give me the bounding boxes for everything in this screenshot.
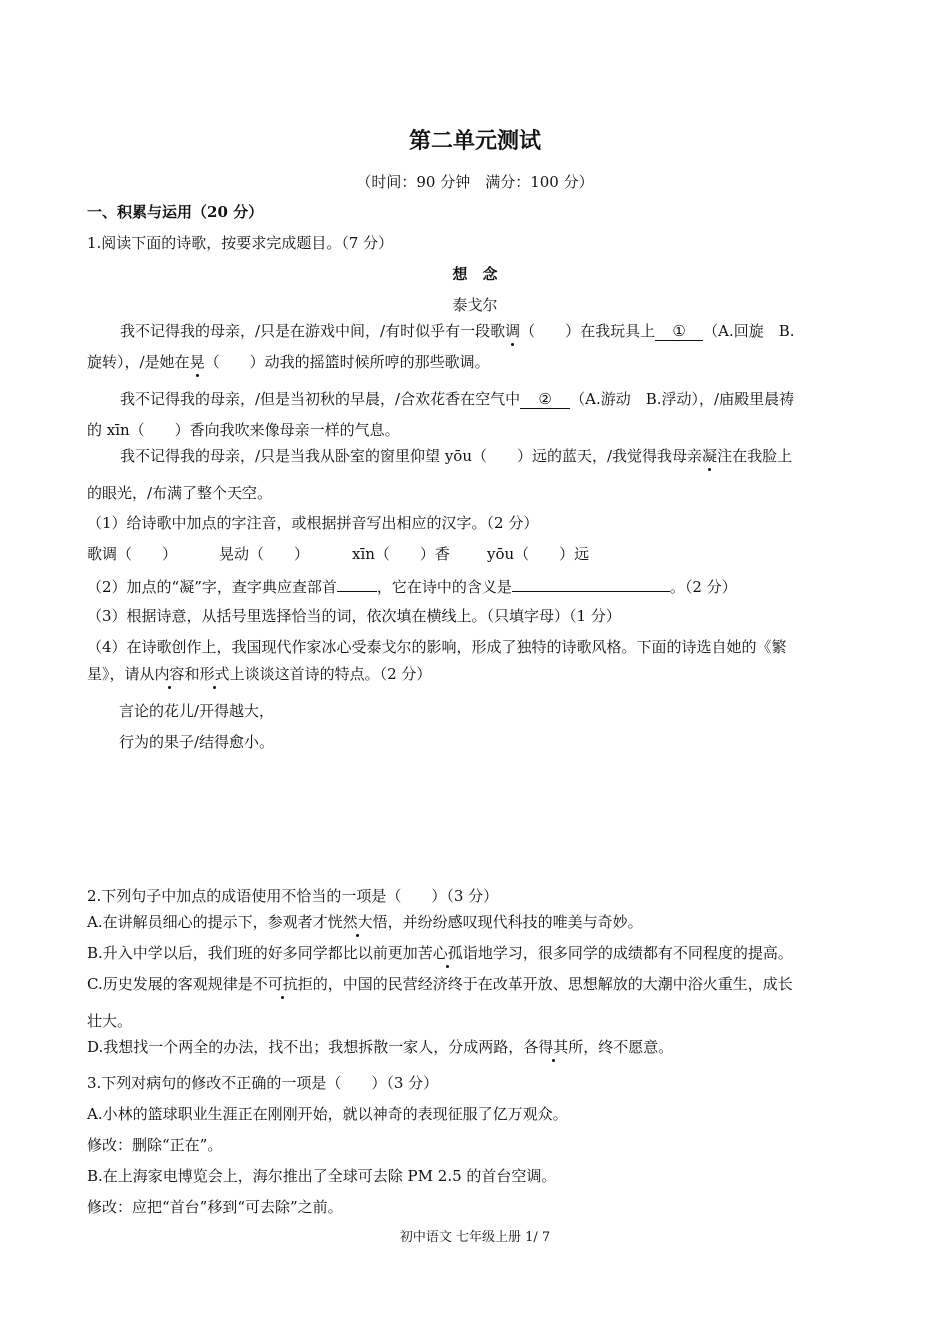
question-text: ，它在诗中的含义是 <box>376 578 512 596</box>
pinyin-item: 晃动（ ） <box>219 545 310 563</box>
option-a-fix: 修改：删除“正在”。 <box>87 1136 223 1154</box>
question-3-stem: 3.下列对病句的修改不正确的一项是（ ）（3 分） <box>87 1074 439 1092</box>
option-c-line-1 <box>87 974 793 994</box>
answer-blank <box>337 575 377 592</box>
question-text: 星》，请从 <box>87 665 155 683</box>
option-text: C.历史发展的客观规律是 <box>87 975 253 993</box>
sub-question-4-line-1: （4）在诗歌创作上，我国现代作家冰心受泰戈尔的影响，形成了独特的诗歌风格。下面的诗选自她的《繁 <box>87 638 787 656</box>
dotted-char: 凝 <box>702 447 718 465</box>
exam-info: （时间：90 分钟 满分：100 分） <box>356 173 594 191</box>
option-b <box>87 943 793 963</box>
pinyin-item: 歌调（ ） <box>87 545 178 563</box>
option-c-line-2: 壮大。 <box>87 1012 133 1030</box>
option-text: ，终不愿意。 <box>583 1038 674 1056</box>
answer-blank <box>512 575 670 592</box>
poem-text: （A.回旋 B. <box>703 322 795 340</box>
poem-stanza-1-line-2 <box>87 352 490 372</box>
dotted-char: 晃 <box>189 353 205 371</box>
poem-text: 我不记得我的母亲，/但是当初秋的早晨，/合欢花香在空气中 <box>120 390 521 408</box>
dotted-idiom: 苦心孤诣 <box>417 944 478 962</box>
poem-stanza-2-line-1 <box>120 389 794 409</box>
dotted-char: 调 <box>505 322 521 340</box>
option-text: A.在讲解员细心的提示下，参观者才 <box>87 913 328 931</box>
option-text: 的，中国的民营经济终于在改革开放、思想解放的大潮中浴火重生，成长 <box>312 975 793 993</box>
question-1-stem: 1.阅读下面的诗歌，按要求完成题目。（7 分） <box>87 234 394 252</box>
question-2-stem: 2.下列句子中加点的成语使用不恰当的一项是（ ）（3 分） <box>87 887 499 905</box>
poem-text: 我不记得我的母亲，/只是在游戏中间，/有时似乎有一段歌 <box>120 322 506 340</box>
option-text: ，并纷纷感叹现代科技的唯美与奇妙。 <box>387 913 643 931</box>
poem-stanza-1-line-1 <box>120 321 863 341</box>
poem-stanza-3-line-2: 的眼光，/布满了整个天空。 <box>87 484 273 502</box>
poem-author: 泰戈尔 <box>452 296 498 314</box>
section-heading: 一、积累与运用（20 分） <box>87 203 264 221</box>
dotted-char: 形式 <box>199 665 230 683</box>
option-a: A.小林的篮球职业生涯正在刚刚开始，就以神奇的表现征服了亿万观众。 <box>87 1105 568 1123</box>
page-footer: 初中语文 七年级上册 1/ 7 <box>399 1230 551 1245</box>
sub-question-2 <box>87 575 737 597</box>
pinyin-item: xīn（ ）香 <box>352 545 450 563</box>
poem-text: 我不记得我的母亲，/只是当我从卧室的窗里仰望 yōu（ ）远的蓝天，/我觉得我母亲 <box>120 447 703 465</box>
dotted-idiom: 各得其所 <box>523 1038 584 1056</box>
option-b-fix: 修改：应把“首台”移到“可去除”之前。 <box>87 1198 343 1216</box>
pinyin-item: yōu（ ）远 <box>487 545 590 563</box>
poem-text: （ ）在我玩具上 <box>520 322 656 340</box>
option-b: B.在上海家电博览会上，海尔推出了全球可去除 PM 2.5 的首台空调。 <box>87 1167 557 1185</box>
poem-text: （ ）动我的摇篮时候所哼的那些歌调。 <box>204 353 490 371</box>
poem-text: 旋转），/是她在 <box>87 353 190 371</box>
option-a <box>87 912 643 932</box>
sub-question-4-line-2 <box>87 664 431 684</box>
verse-line-1: 言论的花儿/开得越大， <box>119 702 275 720</box>
dotted-idiom: 不可抗拒 <box>252 975 313 993</box>
poem-text: （A.游动 B.浮动），/庙殿里晨祷 <box>570 390 795 408</box>
poem-stanza-2-line-2: 的 xīn（ ）香向我吹来像母亲一样的气息。 <box>87 421 400 439</box>
question-text: 。（2 分） <box>669 578 737 596</box>
question-text: 和 <box>184 665 200 683</box>
poem-stanza-3-line-1 <box>120 446 792 466</box>
fill-blank-2: ② <box>520 390 570 409</box>
dotted-idiom: 恍然大悟 <box>327 913 388 931</box>
poem-title: 想 念 <box>452 265 498 283</box>
option-text: D.我想找一个两全的办法，找不出；我想拆散一家人，分成两路， <box>87 1038 524 1056</box>
option-text: 地学习，很多同学的成绩都有不同程度的提高。 <box>477 944 793 962</box>
question-text: （2）加点的“凝”字，查字典应查部首 <box>87 578 337 596</box>
sub-question-1: （1）给诗歌中加点的字注音，或根据拼音写出相应的汉字。（2 分） <box>87 514 539 532</box>
poem-text: 注在我脸上 <box>717 447 793 465</box>
verse-line-2: 行为的果子/结得愈小。 <box>119 733 275 751</box>
sub-question-1-items <box>87 544 589 564</box>
question-text: 上谈谈这首诗的特点。（2 分） <box>229 665 432 683</box>
option-d <box>87 1037 673 1057</box>
fill-blank-1: ① <box>655 322 703 341</box>
page-title: 第二单元测试 <box>408 128 541 154</box>
dotted-char: 内容 <box>154 665 185 683</box>
option-text: B.升入中学以后，我们班的好多同学都比以前更加 <box>87 944 418 962</box>
sub-question-3: （3）根据诗意，从括号里选择恰当的词，依次填在横线上。（只填字母）（1 分） <box>87 607 621 625</box>
